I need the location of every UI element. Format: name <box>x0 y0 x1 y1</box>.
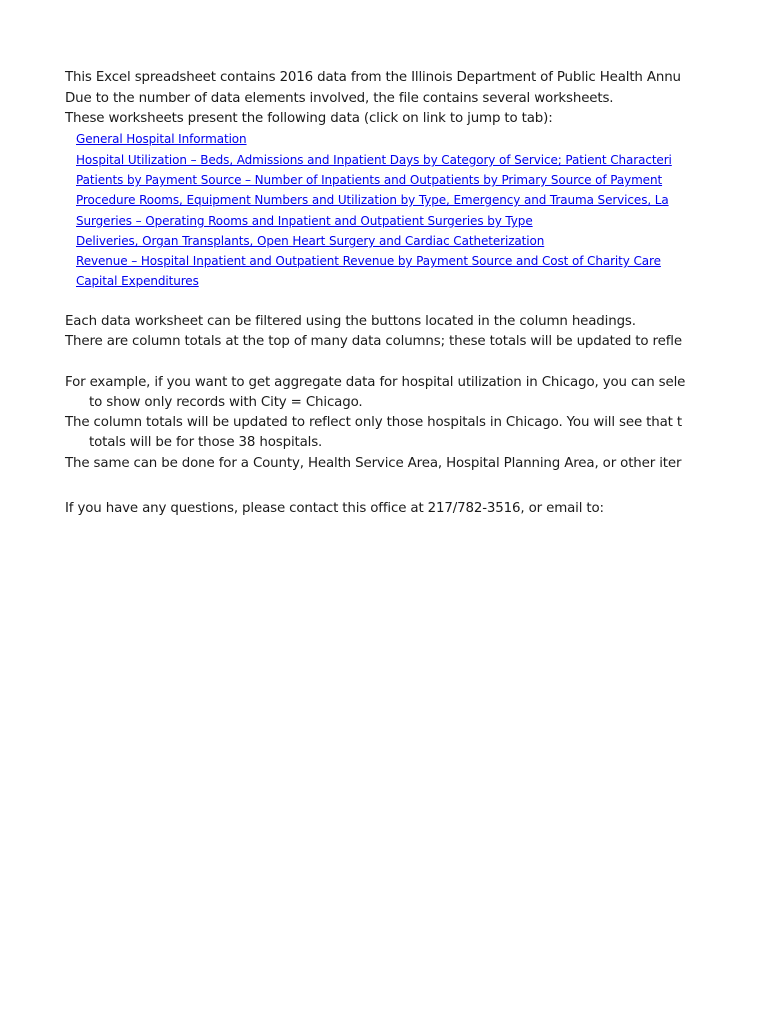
link-label: Revenue – Hospital Inpatient and Outpatient Revenue by Payment Source and Cost of Charity Care <box>76 254 661 268</box>
link-hospital-utilization[interactable] <box>65 150 672 170</box>
link-revenue[interactable] <box>65 251 661 271</box>
link-surgeries[interactable] <box>65 211 533 231</box>
contact-line: If you have any questions, please contact this office at 217/782-3516, or email to: <box>65 501 604 516</box>
link-label: Surgeries – Operating Rooms and Inpatient and Outpatient Surgeries by Type <box>76 214 533 228</box>
example-line-3: The column totals will be updated to reflect only those hospitals in Chicago. You will see that t <box>65 415 682 430</box>
example-line-2: to show only records with City = Chicago. <box>89 395 363 410</box>
filter-line-1: Each data worksheet can be filtered using the buttons located in the column headings. <box>65 314 636 329</box>
link-procedure-rooms[interactable] <box>65 190 669 210</box>
intro-line-1: This Excel spreadsheet contains 2016 data from the Illinois Department of Public Health Annu <box>65 70 681 85</box>
link-capital-expenditures[interactable] <box>65 271 199 291</box>
link-patients-by-payment-source[interactable] <box>65 170 662 190</box>
link-label: Capital Expenditures <box>76 274 199 288</box>
intro-line-3: These worksheets present the following data (click on link to jump to tab): <box>65 111 553 126</box>
link-general-hospital-information[interactable] <box>65 129 247 149</box>
link-label: Deliveries, Organ Transplants, Open Heart Surgery and Cardiac Catheterization <box>76 234 545 248</box>
link-label: Hospital Utilization – Beds, Admissions and Inpatient Days by Category of Service; Patient Characteri <box>76 153 672 167</box>
link-label: General Hospital Information <box>76 132 247 146</box>
example-line-4: totals will be for those 38 hospitals. <box>89 435 323 450</box>
link-deliveries[interactable] <box>65 231 544 251</box>
link-label: Patients by Payment Source – Number of Inpatients and Outpatients by Primary Source of Payment <box>76 173 663 187</box>
example-line-1: For example, if you want to get aggregate data for hospital utilization in Chicago, you can sele <box>65 375 686 390</box>
filter-line-2: There are column totals at the top of many data columns; these totals will be updated to refle <box>65 334 682 349</box>
example-line-5: The same can be done for a County, Health Service Area, Hospital Planning Area, or other iter <box>65 456 682 471</box>
intro-line-2: Due to the number of data elements involved, the file contains several worksheets. <box>65 91 614 106</box>
link-label: Procedure Rooms, Equipment Numbers and Utilization by Type, Emergency and Trauma Services, La <box>76 193 669 207</box>
